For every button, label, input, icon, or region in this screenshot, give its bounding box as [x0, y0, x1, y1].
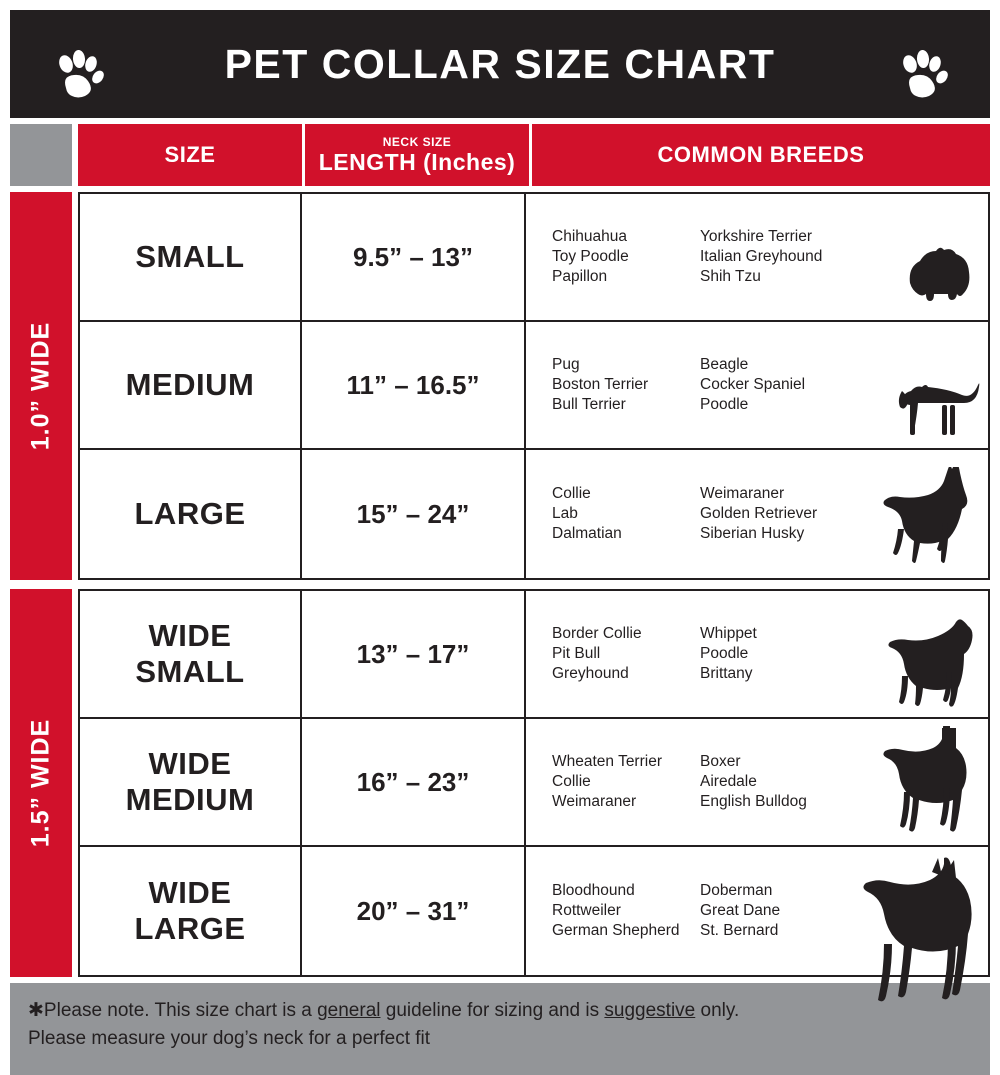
- footer-underline-suggestive: suggestive: [604, 1000, 696, 1021]
- breed-name: Golden Retriever: [700, 505, 818, 522]
- cell-size-line1: WIDE: [148, 875, 232, 910]
- pomeranian-silhouette: [894, 233, 980, 316]
- cell-size-line1: WIDE: [148, 618, 232, 653]
- cell-size: SMALL: [80, 194, 302, 320]
- chart-header: [10, 10, 990, 118]
- asterisk-icon: ✱: [28, 1000, 44, 1021]
- cell-breeds: [526, 847, 988, 975]
- group-side-label: [10, 589, 72, 977]
- breed-column-2: [700, 227, 822, 287]
- paw-print-icon: [52, 50, 104, 102]
- column-header-row: [10, 124, 990, 186]
- breed-name: Wheaten Terrier: [552, 753, 662, 770]
- breed-column-1: [552, 881, 700, 941]
- table-row: [80, 322, 988, 450]
- breed-column-2: [700, 484, 817, 544]
- cell-size-line1: WIDE: [148, 746, 232, 781]
- table-row: [80, 591, 988, 719]
- footer-text-c: only.: [695, 1000, 740, 1021]
- breed-name: Pug: [552, 356, 580, 373]
- cell-size: [80, 847, 302, 975]
- breed-name: Weimaraner: [700, 485, 785, 502]
- breed-column-2: [700, 881, 780, 941]
- breed-name: Bull Terrier: [552, 396, 626, 413]
- group-1-5-wide: [10, 589, 990, 977]
- breed-name: Great Dane: [700, 902, 781, 919]
- table-row: [80, 450, 988, 578]
- column-header-size: SIZE: [78, 124, 302, 186]
- breed-name: Boxer: [700, 753, 741, 770]
- doberman-silhouette: [852, 856, 988, 1011]
- cell-length: 11” – 16.5”: [302, 322, 526, 448]
- column-header-length: [305, 124, 529, 186]
- breed-column-1: [552, 624, 700, 684]
- footer-underline-general: general: [317, 1000, 381, 1021]
- breed-name: Dalmatian: [552, 525, 622, 542]
- table-row: [80, 847, 988, 975]
- cell-breeds: [526, 591, 988, 717]
- breed-name: St. Bernard: [700, 922, 779, 939]
- footer-line-2: Please measure your dog’s neck for a perfect fit: [28, 1028, 431, 1049]
- dachshund-silhouette: [884, 369, 980, 444]
- breed-name: English Bulldog: [700, 793, 807, 810]
- cell-size-line2: LARGE: [134, 911, 246, 946]
- breed-name: Border Collie: [552, 625, 642, 642]
- column-header-breeds: COMMON BREEDS: [532, 124, 990, 186]
- cell-breeds: [526, 322, 988, 448]
- breed-name: Greyhound: [552, 665, 629, 682]
- breed-name: German Shepherd: [552, 922, 680, 939]
- cell-length: 13” – 17”: [302, 591, 526, 717]
- breed-name: Lab: [552, 505, 578, 522]
- bulldog-silhouette: [880, 616, 980, 713]
- breed-name: Beagle: [700, 356, 749, 373]
- table-row: [80, 719, 988, 847]
- cell-length: 9.5” – 13”: [302, 194, 526, 320]
- cell-breeds: [526, 450, 988, 578]
- breed-name: Rottweiler: [552, 902, 621, 919]
- breed-name: Doberman: [700, 882, 773, 899]
- cell-size: [80, 591, 302, 717]
- breed-name: Pit Bull: [552, 645, 601, 662]
- breed-name: Brittany: [700, 665, 753, 682]
- cell-length: 15” – 24”: [302, 450, 526, 578]
- breed-column-2: [700, 752, 807, 812]
- breed-name: Toy Poodle: [552, 248, 629, 265]
- footer-line-1: [28, 997, 972, 1025]
- breed-name: Boston Terrier: [552, 376, 649, 393]
- table-row: [80, 194, 988, 322]
- breed-name: Weimaraner: [552, 793, 637, 810]
- group-side-label-text: 1.0” WIDE: [26, 321, 55, 451]
- breed-column-1: [552, 752, 700, 812]
- footer-text-b: guideline for sizing and is: [380, 1000, 605, 1021]
- boxer-silhouette: [876, 726, 980, 841]
- group-1-0-wide: [10, 192, 990, 580]
- cell-breeds: [526, 719, 988, 845]
- breed-column-1: [552, 355, 700, 415]
- group-rows: [78, 192, 990, 580]
- cell-breeds: [526, 194, 988, 320]
- footer-text-a: Please note. This size chart is a: [43, 1000, 318, 1021]
- breed-name: Collie: [552, 485, 591, 502]
- cell-size: [80, 719, 302, 845]
- breed-name: Bloodhound: [552, 882, 635, 899]
- breed-name: Collie: [552, 773, 591, 790]
- cell-size-line2: SMALL: [135, 654, 245, 689]
- breed-column-2: [700, 355, 805, 415]
- shepherd-silhouette: [874, 467, 980, 574]
- cell-size: LARGE: [80, 450, 302, 578]
- breed-name: Italian Greyhound: [700, 248, 823, 265]
- breed-name: Airedale: [700, 773, 757, 790]
- paw-print-icon: [896, 50, 948, 102]
- column-header-neck-size: NECK SIZE: [382, 134, 452, 149]
- group-side-label: [10, 192, 72, 580]
- breed-name: Yorkshire Terrier: [700, 228, 812, 245]
- cell-length: 16” – 23”: [302, 719, 526, 845]
- breed-name: Papillon: [552, 268, 608, 285]
- cell-size: MEDIUM: [80, 322, 302, 448]
- header-corner-cell: [10, 124, 72, 186]
- breed-name: Cocker Spaniel: [700, 376, 806, 393]
- breed-column-1: [552, 484, 700, 544]
- breed-name: Poodle: [700, 396, 749, 413]
- breed-name: Chihuahua: [552, 228, 627, 245]
- breed-column-2: [700, 624, 757, 684]
- breed-name: Shih Tzu: [700, 268, 761, 285]
- breed-column-1: [552, 227, 700, 287]
- footer-note: [10, 983, 990, 1075]
- page-title: PET COLLAR SIZE CHART: [224, 40, 776, 87]
- breed-name: Poodle: [700, 645, 749, 662]
- group-side-label-text: 1.5” WIDE: [26, 718, 55, 848]
- breed-name: Siberian Husky: [700, 525, 805, 542]
- column-header-length-label: LENGTH (Inches): [318, 148, 516, 175]
- cell-size-line2: MEDIUM: [125, 782, 255, 817]
- group-rows: [78, 589, 990, 977]
- cell-length: 20” – 31”: [302, 847, 526, 975]
- breed-name: Whippet: [700, 625, 757, 642]
